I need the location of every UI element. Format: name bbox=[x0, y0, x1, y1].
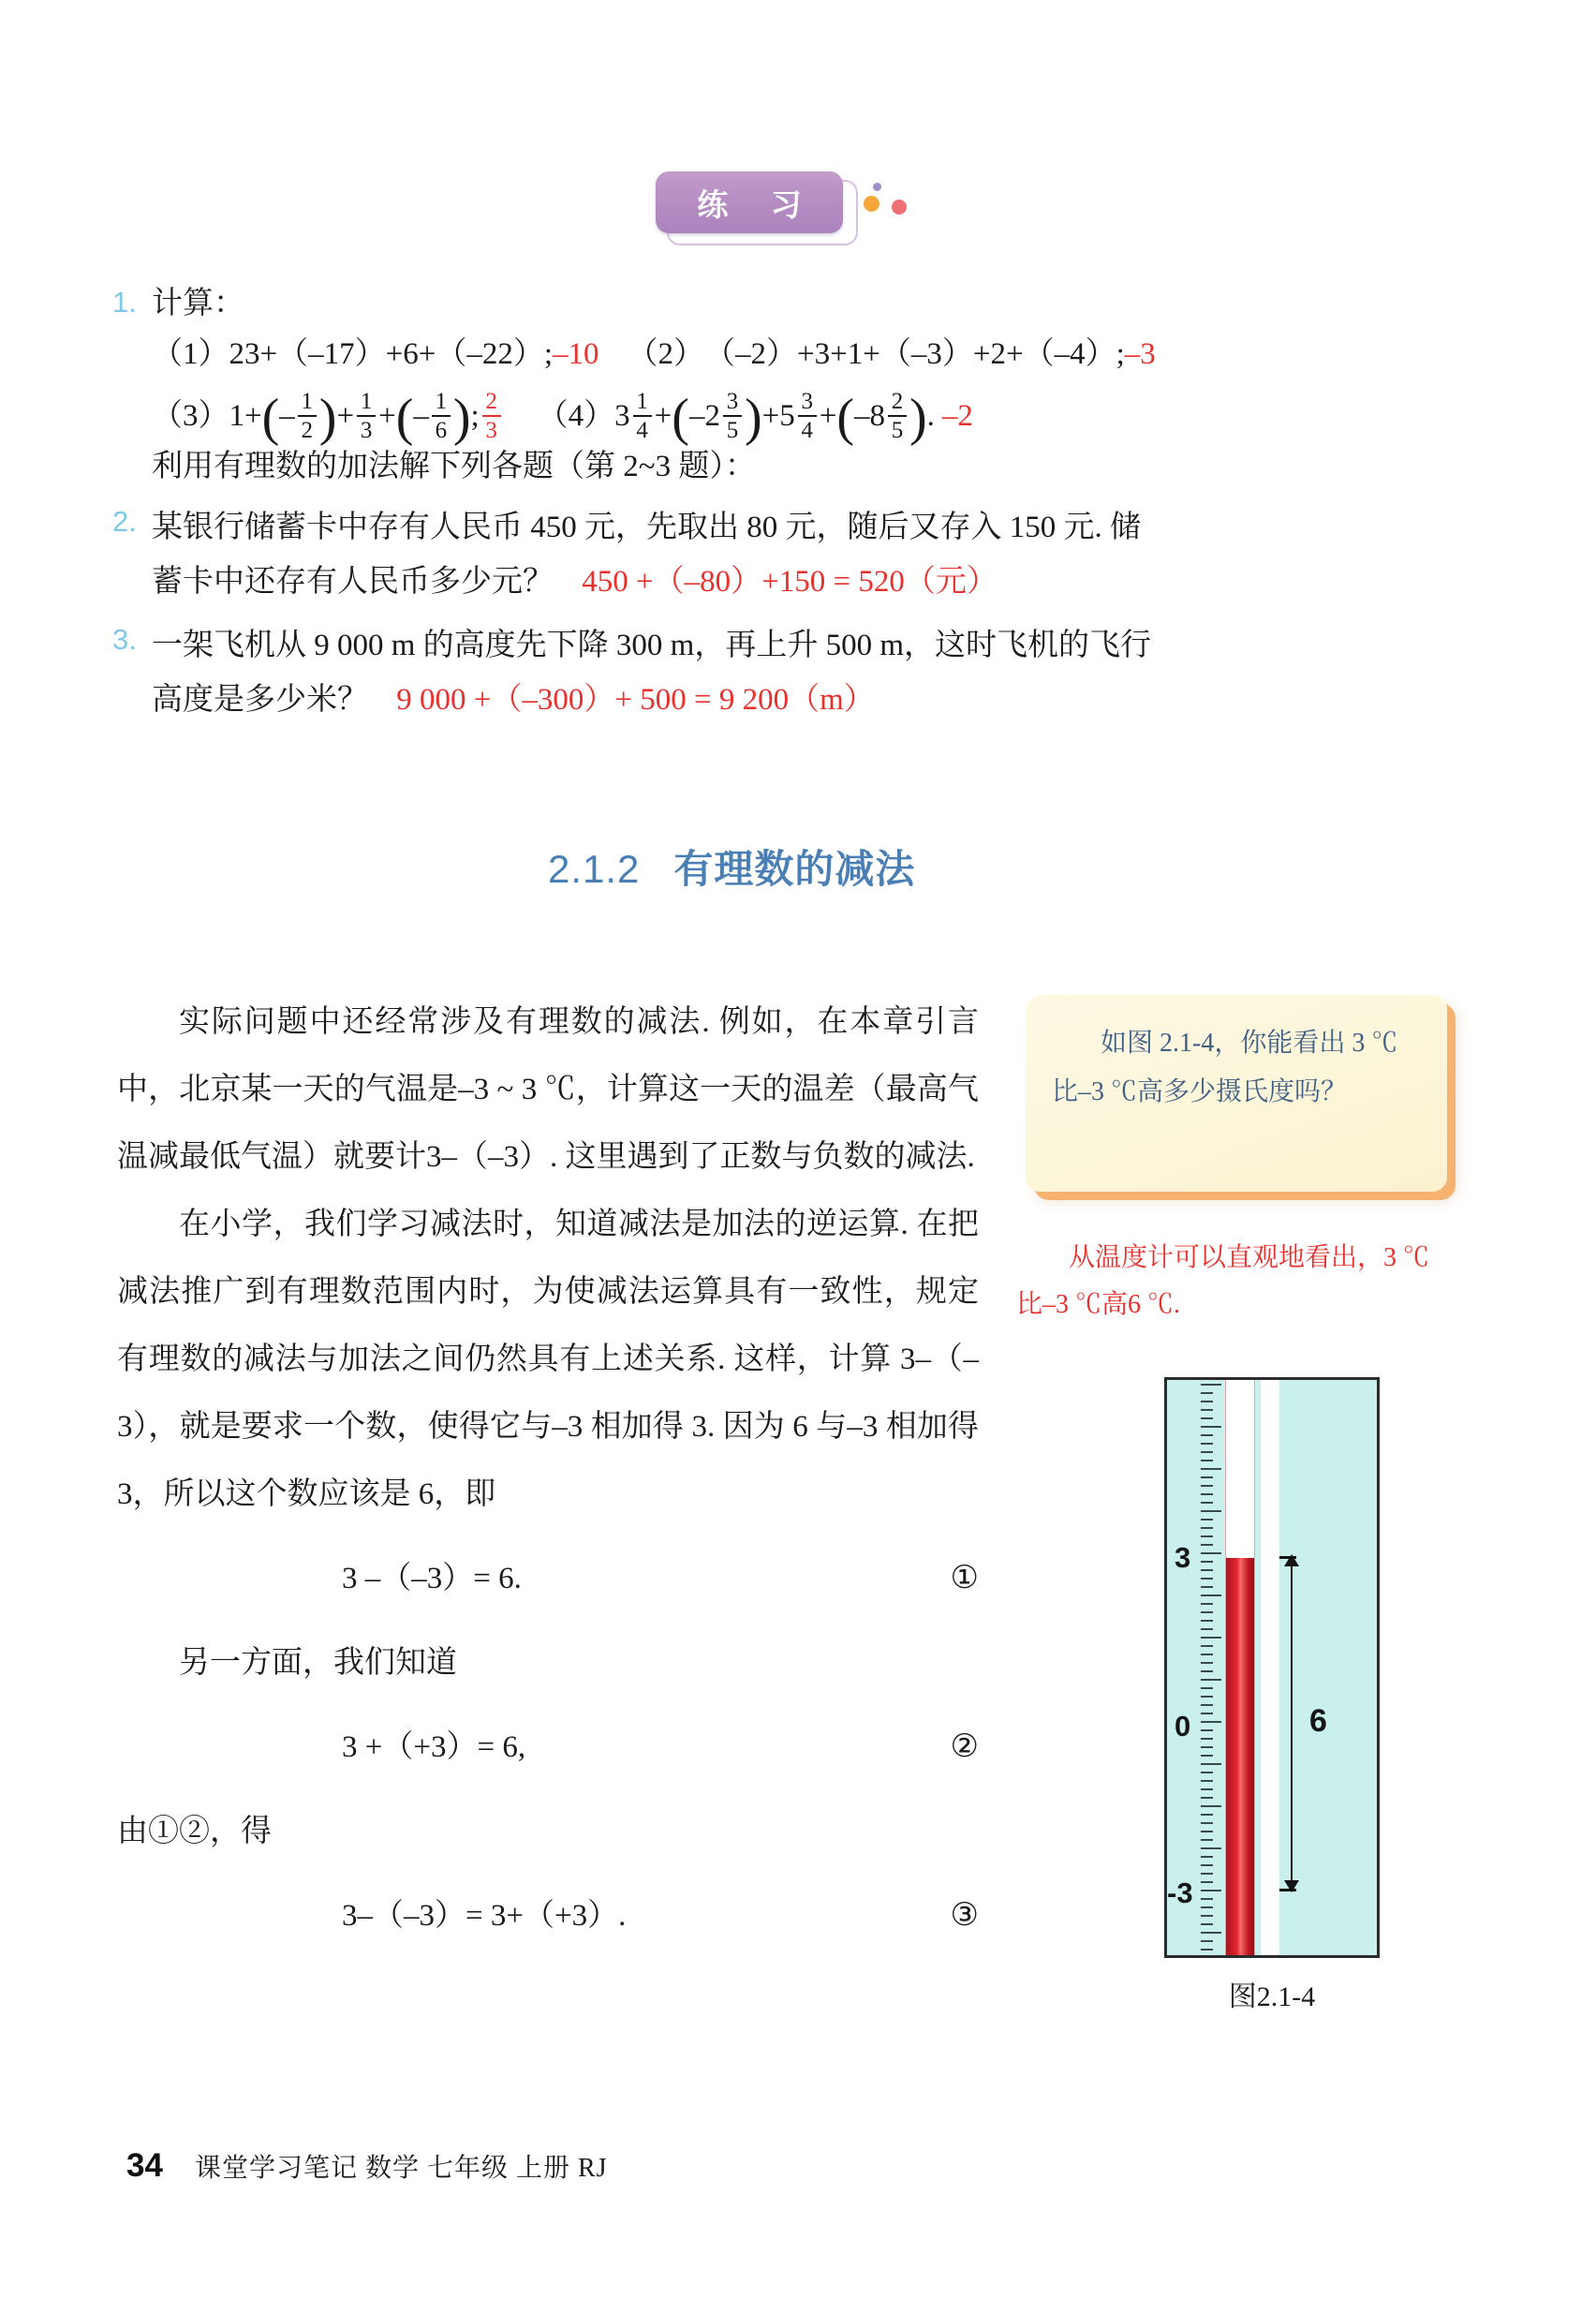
pink-dot bbox=[892, 200, 907, 215]
scale-tick bbox=[1201, 1906, 1213, 1908]
fraction-denominator: 6 bbox=[435, 418, 448, 443]
scale-tick bbox=[1201, 1831, 1213, 1832]
scale-tick bbox=[1201, 1797, 1213, 1799]
scale-tick bbox=[1201, 1502, 1213, 1504]
scale-tick bbox=[1201, 1561, 1213, 1563]
q2-expression: （–2）+3+1+（–3）+2+（–4）; bbox=[704, 337, 1125, 371]
scale-tick bbox=[1201, 1401, 1213, 1402]
thermometer-scale bbox=[1201, 1380, 1221, 1955]
fraction-numerator: 1 bbox=[301, 389, 314, 414]
q3-answer bbox=[482, 390, 501, 442]
q3-sign-b: – bbox=[279, 399, 295, 433]
thermometer-frame bbox=[1164, 1377, 1380, 1958]
answer-denominator: 3 bbox=[485, 418, 497, 443]
section-number: 2.1.2 bbox=[548, 847, 641, 891]
q3-sign-f: – bbox=[413, 399, 429, 433]
exercise-2-line2-wrap bbox=[152, 555, 1442, 609]
fraction-denominator: 3 bbox=[360, 418, 373, 443]
thermometer-tube-right-gap bbox=[1261, 1380, 1279, 1955]
q4-label: （4） bbox=[537, 399, 615, 433]
paren-open-icon: ( bbox=[395, 388, 414, 447]
q2-label: （2） bbox=[627, 337, 705, 371]
mixed-whole: 3 bbox=[614, 399, 630, 433]
equation-3-tag: ③ bbox=[950, 1898, 979, 1933]
section-title: 有理数的减法 bbox=[673, 847, 916, 891]
q4-op-1: + bbox=[654, 399, 672, 433]
difference-arrow-line bbox=[1291, 1560, 1293, 1891]
scale-tick bbox=[1201, 1670, 1213, 1672]
exercise-1-prompt: 计算： bbox=[152, 287, 244, 320]
mixed-fraction bbox=[888, 390, 907, 442]
scale-tick bbox=[1201, 1839, 1213, 1841]
equation-2: 3 +（+3）= 6, bbox=[342, 1730, 526, 1764]
scale-tick bbox=[1201, 1417, 1213, 1419]
fraction-bar bbox=[432, 415, 451, 417]
fraction-denominator: 4 bbox=[801, 418, 813, 443]
fraction-numerator: 1 bbox=[636, 389, 648, 414]
fraction-one-third bbox=[357, 390, 376, 442]
paragraph-2-line-4: 仍然具有上述关系. 这样，计算 3–（–3），就是要 bbox=[117, 1342, 980, 1444]
equation-1: 3 –（–3）= 6. bbox=[342, 1562, 522, 1595]
fraction-numerator: 2 bbox=[891, 389, 904, 414]
equation-row-1 bbox=[117, 1545, 979, 1612]
q1-answer: –10 bbox=[553, 337, 599, 371]
paren-close-icon: ) bbox=[452, 388, 471, 447]
scale-tick bbox=[1201, 1721, 1221, 1723]
scale-tick bbox=[1201, 1814, 1213, 1816]
practice-header bbox=[656, 171, 937, 246]
scale-tick bbox=[1201, 1738, 1213, 1740]
exercise-3-line1: 一架飞机从 9 000 m 的高度先下降 300 m，再上升 500 m，这时飞机的飞行 bbox=[152, 629, 1152, 662]
scale-tick bbox=[1201, 1915, 1213, 1917]
scale-tick bbox=[1201, 1923, 1213, 1925]
fraction-numerator: 1 bbox=[435, 389, 448, 414]
scale-label-top: 3 bbox=[1175, 1541, 1191, 1574]
scale-tick bbox=[1201, 1586, 1213, 1588]
mixed-number-b bbox=[689, 390, 745, 442]
mixed-fraction bbox=[633, 390, 652, 442]
scale-tick bbox=[1201, 1392, 1213, 1394]
q4-answer: –2 bbox=[941, 399, 973, 433]
scale-tick bbox=[1201, 1384, 1221, 1386]
fraction-denominator: 5 bbox=[726, 418, 739, 443]
scale-tick bbox=[1201, 1628, 1213, 1630]
scale-tick bbox=[1201, 1772, 1213, 1773]
q4-op-2: + bbox=[761, 399, 780, 433]
scale-tick bbox=[1201, 1780, 1213, 1782]
equation-row-2 bbox=[117, 1713, 979, 1781]
scale-tick bbox=[1201, 1755, 1213, 1757]
exercise-2-line1: 某银行储蓄卡中存有人民币 450 元，先取出 80 元，随后又存入 150 元. 储 bbox=[152, 511, 1141, 544]
paragraph-2-line-5: 求一个数，使得它与–3 相加得 3. 因为 6 与–3 相加 bbox=[272, 1410, 949, 1444]
scale-tick bbox=[1201, 1856, 1213, 1858]
scale-tick bbox=[1201, 1434, 1213, 1436]
sticky-note bbox=[1026, 995, 1447, 1192]
thermometer-tube bbox=[1225, 1380, 1255, 1955]
mixed-number-d bbox=[854, 390, 909, 442]
q2-answer: –3 bbox=[1124, 337, 1156, 371]
paragraph-3: 另一方面，我们知道 bbox=[179, 1646, 457, 1680]
equation-1-tag: ① bbox=[950, 1561, 979, 1595]
scale-tick bbox=[1201, 1519, 1213, 1520]
scale-tick bbox=[1201, 1805, 1221, 1807]
q3-expression bbox=[229, 388, 504, 447]
q1-label: （1） bbox=[152, 337, 229, 371]
paragraph-2-line-2: 逆运算. 在把减法推广到有理数范围内时，为使减 bbox=[117, 1208, 979, 1309]
scale-tick bbox=[1201, 1493, 1213, 1495]
mixed-number-c bbox=[779, 390, 820, 442]
exercise-number-1: 1. bbox=[112, 286, 137, 319]
paragraph-1-line-1: 实际问题中还经常涉及有理数的减法. 例如， bbox=[179, 1005, 818, 1039]
figure-caption: 图2.1-4 bbox=[1228, 1981, 1316, 2012]
scale-tick bbox=[1201, 1578, 1213, 1580]
paragraph-2 bbox=[117, 1191, 979, 1528]
paren-close-icon: ) bbox=[318, 388, 337, 447]
main-body bbox=[117, 988, 979, 1966]
exercise-instruction: 利用有理数的加法解下列各题（第 2~3 题）： bbox=[152, 450, 756, 483]
exercise-number-3: 3. bbox=[112, 623, 137, 656]
scale-tick bbox=[1201, 1662, 1213, 1664]
scale-tick bbox=[1201, 1729, 1213, 1731]
paren-close-icon: ) bbox=[909, 388, 927, 447]
scale-tick bbox=[1201, 1713, 1213, 1714]
red-annotation: 从温度计可以直观地看出，3 ℃比–3 ℃高6 ℃. bbox=[1016, 1243, 1430, 1319]
scale-tick bbox=[1201, 1544, 1213, 1546]
fraction-bar bbox=[723, 415, 742, 417]
q4-expression bbox=[614, 388, 973, 447]
paren-open-icon: ( bbox=[836, 388, 855, 447]
fraction-one-sixth bbox=[432, 390, 451, 442]
fraction-numerator: 3 bbox=[801, 389, 813, 414]
paragraph-1-line-4: 3–（–3）. 这里遇到了正数与负数的减法. bbox=[426, 1140, 975, 1174]
sticky-note-text: 如图 2.1-4，你能看出 3 ℃比–3 ℃高多少摄氏度吗？ bbox=[1052, 1029, 1398, 1106]
scale-tick bbox=[1201, 1687, 1213, 1689]
scale-tick bbox=[1201, 1460, 1213, 1461]
difference-label: 6 bbox=[1309, 1703, 1327, 1739]
paren-open-icon: ( bbox=[261, 388, 280, 447]
scale-tick bbox=[1201, 1594, 1221, 1596]
fraction-denominator: 5 bbox=[891, 418, 904, 443]
paren-close-icon: ) bbox=[744, 388, 762, 447]
scale-tick bbox=[1201, 1451, 1213, 1453]
exercise-number-2: 2. bbox=[112, 505, 137, 538]
fraction-one-half bbox=[298, 390, 317, 442]
paragraph-2-line-6: 得 3，所以这个数应该是 6，即 bbox=[117, 1410, 980, 1511]
exercise-item-1 bbox=[112, 281, 1442, 447]
mixed-fraction bbox=[723, 390, 742, 442]
scale-tick bbox=[1201, 1611, 1213, 1613]
thermometer-figure bbox=[1164, 1377, 1380, 2014]
scale-tick bbox=[1201, 1940, 1213, 1942]
scale-tick bbox=[1201, 1620, 1213, 1622]
paren-open-icon: ( bbox=[672, 388, 689, 447]
q3-term-a: 1+ bbox=[229, 399, 262, 433]
scale-tick bbox=[1201, 1822, 1213, 1824]
scale-tick bbox=[1201, 1881, 1213, 1883]
scale-tick bbox=[1201, 1746, 1213, 1748]
scale-tick bbox=[1201, 1679, 1221, 1681]
exercise-3-answer: 9 000 +（–300）+ 500 = 9 200（m） bbox=[396, 683, 875, 717]
scale-tick bbox=[1201, 1603, 1213, 1605]
q3-op-c: + bbox=[336, 399, 355, 433]
scale-tick bbox=[1201, 1510, 1221, 1512]
scale-tick bbox=[1201, 1890, 1221, 1891]
paragraph-1-line-3: 算这一天的温差（最高气温减最低气温）就要计 bbox=[117, 1073, 980, 1174]
scale-tick bbox=[1201, 1704, 1213, 1706]
equation-2-tag: ② bbox=[950, 1729, 979, 1764]
scale-tick bbox=[1201, 1569, 1213, 1571]
scale-tick bbox=[1201, 1476, 1213, 1478]
fraction-denominator: 4 bbox=[636, 418, 648, 443]
fraction-bar bbox=[482, 415, 501, 417]
equation-row-3 bbox=[117, 1882, 979, 1950]
scale-tick bbox=[1201, 1696, 1213, 1698]
paragraph-4: 由①②，得 bbox=[117, 1815, 272, 1848]
scale-label-bottom: -3 bbox=[1167, 1876, 1193, 1909]
mixed-number-a bbox=[614, 390, 655, 442]
exercise-list bbox=[112, 281, 1442, 727]
mixed-whole: –2 bbox=[688, 399, 720, 433]
fraction-bar bbox=[298, 415, 317, 417]
fraction-bar bbox=[633, 415, 652, 417]
scale-tick bbox=[1201, 1637, 1221, 1639]
q4-period: . bbox=[926, 399, 935, 433]
orange-dot bbox=[864, 196, 879, 212]
exercise-1-row-34 bbox=[152, 388, 1156, 447]
equation-3: 3–（–3）= 3+（+3）. bbox=[342, 1899, 627, 1933]
scale-tick bbox=[1201, 1443, 1213, 1445]
exercise-item-2 bbox=[112, 500, 1442, 609]
q3-semicolon: ; bbox=[470, 399, 480, 433]
scale-tick bbox=[1201, 1527, 1213, 1529]
paragraph-2-line-3: 法运算具有一致性，规定有理数的减法与加法之间 bbox=[117, 1275, 980, 1376]
paragraph-1-line-2: 在本章引言中，北京某一天的气温是–3 ~ 3 ℃，计 bbox=[117, 1005, 980, 1106]
answer-numerator: 2 bbox=[485, 389, 497, 414]
mixed-whole: –8 bbox=[854, 399, 886, 433]
scale-tick bbox=[1201, 1485, 1213, 1487]
fraction-bar bbox=[888, 415, 907, 417]
scale-tick bbox=[1201, 1898, 1213, 1900]
practice-badge-label: 练 习 bbox=[656, 171, 843, 233]
q3-label: （3） bbox=[152, 399, 229, 433]
exercise-3-line2-wrap bbox=[152, 673, 1442, 727]
scale-tick bbox=[1201, 1932, 1221, 1934]
scale-tick bbox=[1201, 1409, 1213, 1411]
mercury-column bbox=[1226, 1558, 1254, 1955]
scale-tick bbox=[1201, 1552, 1221, 1554]
section-heading bbox=[548, 838, 915, 895]
scale-tick bbox=[1201, 1763, 1221, 1765]
scale-tick bbox=[1201, 1788, 1213, 1790]
scale-tick bbox=[1201, 1864, 1213, 1866]
page-footer bbox=[126, 2147, 608, 2185]
fraction-numerator: 1 bbox=[360, 389, 373, 414]
paragraph-2-line-1: 在小学，我们学习减法时，知道减法是加法的 bbox=[179, 1208, 806, 1241]
fraction-numerator: 3 bbox=[726, 389, 739, 414]
exercise-2-line2: 蓄卡中还存有人民币多少元？ bbox=[152, 565, 554, 599]
fraction-bar bbox=[798, 415, 817, 417]
scale-tick bbox=[1201, 1535, 1213, 1537]
footer-text: 课堂学习笔记 数学 七年级 上册 RJ bbox=[194, 2154, 608, 2183]
exercise-3-line2: 高度是多少米？ bbox=[152, 683, 368, 717]
scale-tick bbox=[1201, 1873, 1213, 1875]
scale-tick bbox=[1201, 1654, 1213, 1655]
purple-dot bbox=[873, 183, 881, 191]
scale-tick bbox=[1201, 1949, 1213, 1950]
q3-op-e: + bbox=[378, 399, 396, 433]
arrow-cap-top bbox=[1279, 1556, 1296, 1559]
scale-tick bbox=[1201, 1468, 1221, 1470]
scale-tick bbox=[1201, 1645, 1213, 1647]
scale-label-middle: 0 bbox=[1175, 1710, 1191, 1743]
q1-expression: 23+（–17）+6+（–22）; bbox=[229, 337, 554, 371]
paragraph-1 bbox=[117, 988, 979, 1191]
arrow-cap-bottom bbox=[1279, 1889, 1296, 1891]
q4-op-3: + bbox=[819, 399, 837, 433]
page-number: 34 bbox=[126, 2147, 163, 2184]
exercise-1-row-12 bbox=[152, 332, 1156, 377]
scale-tick bbox=[1201, 1847, 1221, 1849]
exercise-2-answer: 450 +（–80）+150 = 520（元） bbox=[582, 565, 998, 599]
exercise-item-3 bbox=[112, 618, 1442, 727]
mixed-whole: 5 bbox=[779, 399, 795, 433]
fraction-denominator: 2 bbox=[301, 418, 314, 443]
mixed-fraction bbox=[798, 390, 817, 442]
fraction-bar bbox=[357, 415, 376, 417]
scale-tick bbox=[1201, 1426, 1221, 1428]
